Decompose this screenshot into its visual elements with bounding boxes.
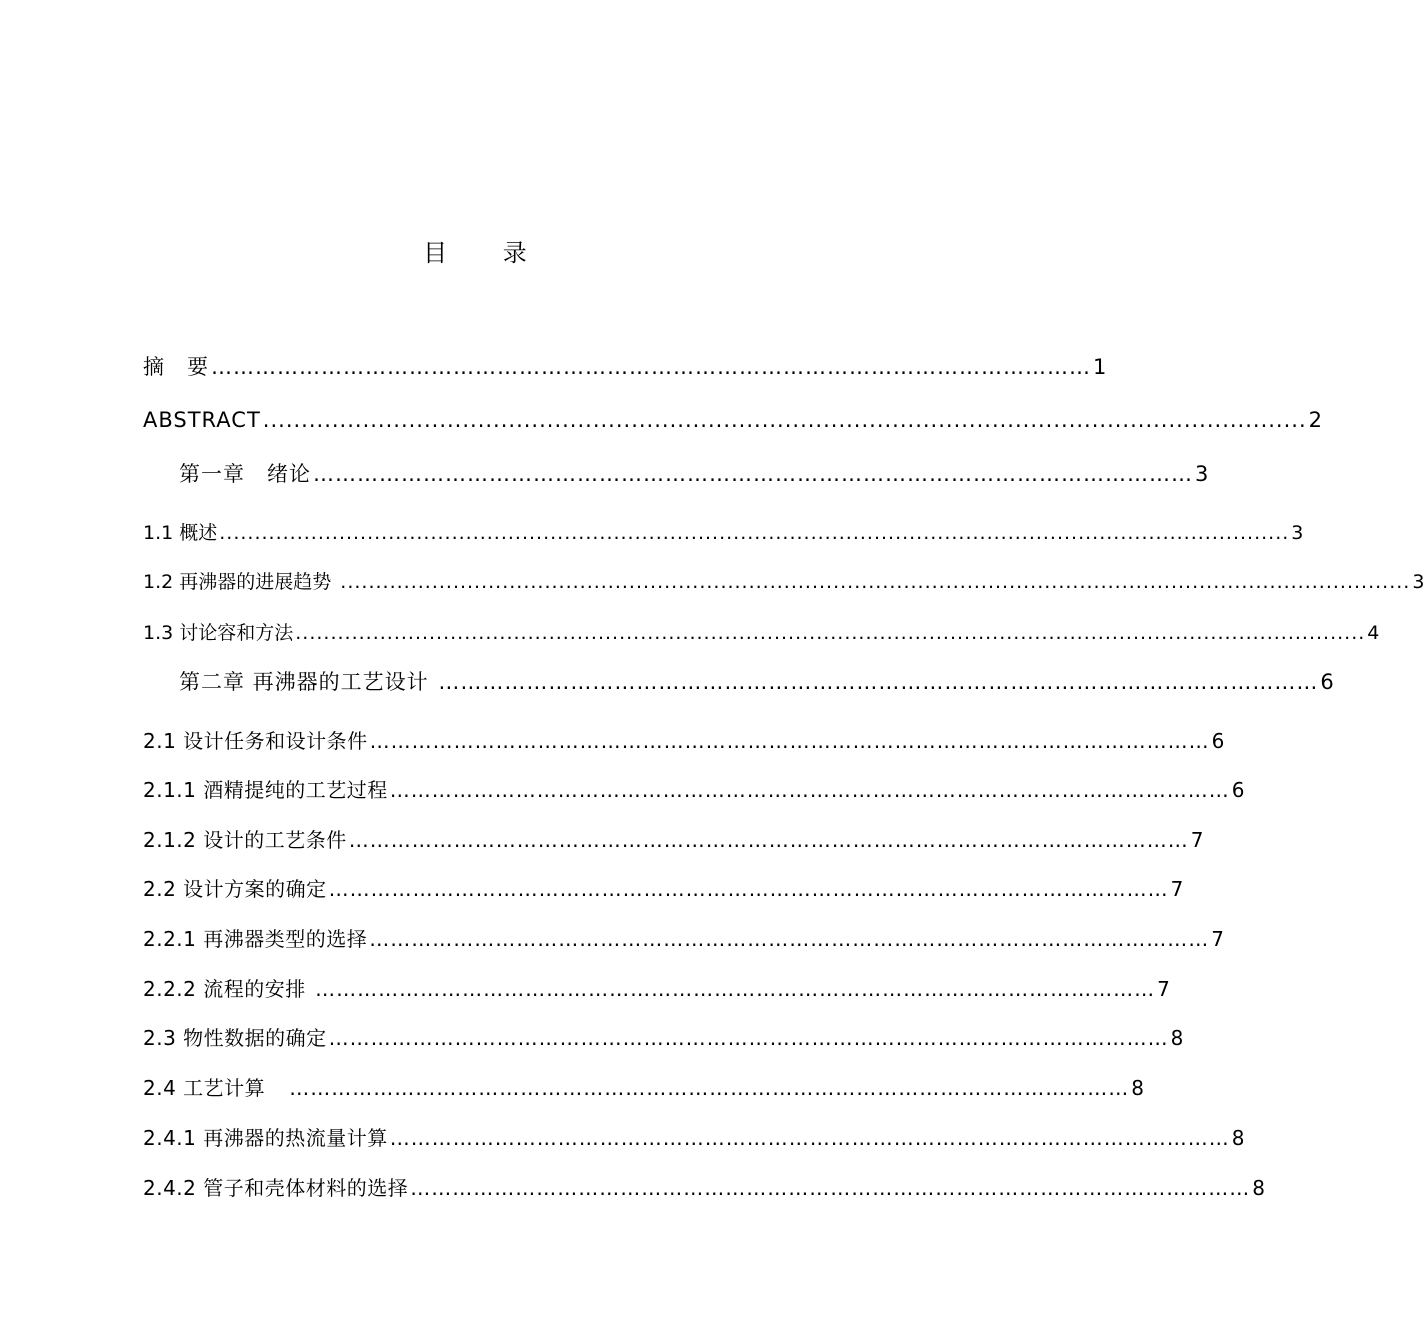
dot-leader: ........................................................................................................................................................ — [295, 622, 1366, 644]
toc-entry[interactable] — [143, 725, 1225, 754]
toc-entry-label: 摘 要 — [143, 355, 209, 379]
toc-entry-label: ABSTRACT — [143, 408, 261, 432]
toc-entry-label: 1.3 讨论容和方法 — [143, 622, 294, 644]
toc-entry-label: 2.4.2 管子和壳体材料的选择 — [143, 1176, 409, 1200]
dot-leader: ………………………………………………………………………………………………………… — [430, 670, 1319, 694]
toc-entry[interactable] — [179, 666, 1335, 696]
dot-leader: ………………………………………………………………………………………………………… — [211, 355, 1091, 379]
toc-entry[interactable] — [143, 618, 1380, 645]
dot-leader: ………………………………………………………………………………………………………… — [369, 729, 1210, 753]
toc-entry-label: 2.1 设计任务和设计条件 — [143, 729, 368, 753]
toc-entry-label: 2.4.1 再沸器的热流量计算 — [143, 1126, 388, 1150]
toc-entry[interactable] — [143, 351, 1108, 381]
page-title: 目 录 — [423, 239, 551, 267]
toc-entry-label: 1.1 概述 — [143, 522, 218, 544]
toc-entry[interactable] — [143, 774, 1245, 803]
toc-entry-label: 2.2 设计方案的确定 — [143, 877, 327, 901]
toc-entry[interactable] — [143, 923, 1225, 952]
dot-leader: ………………………………………………………………………………………………………… — [369, 927, 1210, 951]
dot-leader: ………………………………………………………………………………………………………… — [389, 1126, 1230, 1150]
toc-entry-page: 8 — [1252, 1176, 1266, 1200]
toc-entry[interactable] — [179, 458, 1210, 488]
toc-entry-label: 1.2 再沸器的进展趋势 — [143, 571, 332, 593]
toc-entry-label: 2.2.1 再沸器类型的选择 — [143, 927, 368, 951]
dot-leader: ………………………………………………………………………………………………………… — [328, 877, 1169, 901]
toc-entry-page: 1 — [1093, 355, 1108, 379]
toc-entry-page: 7 — [1190, 828, 1204, 852]
toc-entry-page: 8 — [1131, 1076, 1145, 1100]
dot-leader: ........................................................................................................................................................ — [219, 522, 1290, 544]
dot-leader: ………………………………………………………………………………………………………… — [348, 828, 1189, 852]
dot-leader: ………………………………………………………………………………………………………… — [313, 462, 1193, 486]
toc-entry[interactable] — [143, 1072, 1145, 1101]
dot-leader: ........................................................................................................................................................ — [333, 571, 1411, 593]
toc-entry-label: 2.4 工艺计算 — [143, 1076, 266, 1100]
toc-entry-page: 7 — [1170, 877, 1184, 901]
toc-entry-page: 4 — [1367, 622, 1380, 644]
toc-entry-page: 3 — [1195, 462, 1210, 486]
toc-entry[interactable] — [143, 973, 1171, 1002]
toc-entry-label: 2.1.2 设计的工艺条件 — [143, 828, 347, 852]
dot-leader: ………………………………………………………………………………………………………… — [307, 977, 1156, 1001]
dot-leader: ........................................................................................................................................ — [262, 408, 1307, 432]
toc-entry-page: 7 — [1157, 977, 1171, 1001]
toc-entry[interactable] — [143, 1172, 1266, 1201]
toc-entry-label: 2.2.2 流程的安排 — [143, 977, 306, 1001]
toc-entry[interactable] — [143, 567, 1424, 594]
toc-entry-label: 第一章 绪论 — [179, 462, 311, 486]
toc-entry-page: 6 — [1320, 670, 1335, 694]
toc-entry[interactable] — [143, 1022, 1184, 1051]
toc-entry-page: 6 — [1231, 778, 1245, 802]
toc-entry-page: 2 — [1308, 408, 1324, 432]
toc-entry-page: 6 — [1211, 729, 1225, 753]
toc-entry[interactable] — [143, 873, 1184, 902]
toc-entry[interactable] — [143, 518, 1304, 545]
toc-entry-page: 8 — [1170, 1026, 1184, 1050]
dot-leader: ………………………………………………………………………………………………………… — [328, 1026, 1169, 1050]
toc-entry[interactable] — [143, 824, 1204, 853]
toc-entry-page: 7 — [1211, 927, 1225, 951]
toc-entry-label: 2.1.1 酒精提纯的工艺过程 — [143, 778, 388, 802]
toc-entry[interactable] — [143, 1122, 1245, 1151]
toc-entry[interactable] — [143, 408, 1324, 432]
toc-entry-page: 3 — [1412, 571, 1424, 593]
dot-leader: ………………………………………………………………………………………………………… — [267, 1076, 1130, 1100]
toc-entry-page: 3 — [1291, 522, 1304, 544]
toc-entry-label: 2.3 物性数据的确定 — [143, 1026, 327, 1050]
toc-entry-label: 第二章 再沸器的工艺设计 — [179, 670, 429, 694]
dot-leader: ………………………………………………………………………………………………………… — [389, 778, 1230, 802]
dot-leader: ………………………………………………………………………………………………………… — [410, 1176, 1251, 1200]
toc-entry-page: 8 — [1231, 1126, 1245, 1150]
